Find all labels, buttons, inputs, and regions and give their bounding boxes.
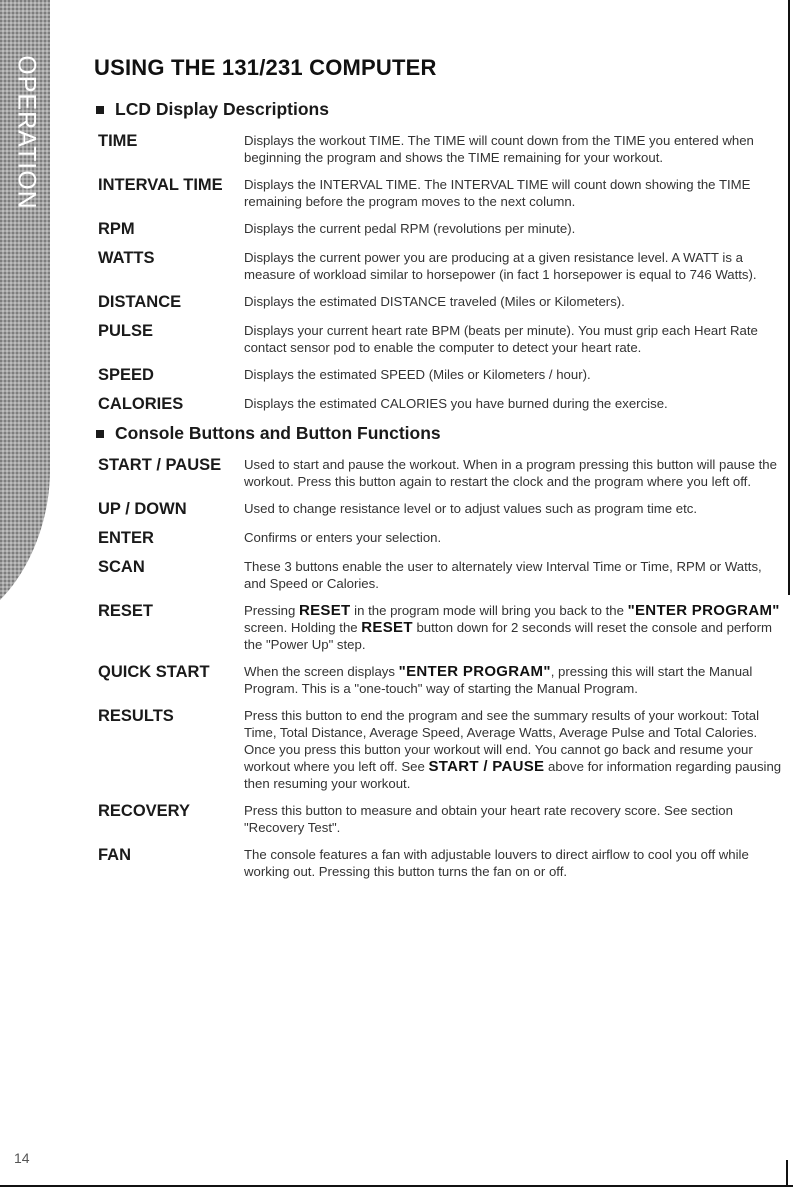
desc-text: button down for 2 seconds will reset the console and perform the "Power Up" step. <box>244 620 773 652</box>
term-description <box>244 706 783 792</box>
button-item-fan <box>78 845 783 880</box>
desc-text: Press this button to end the program and see the summary results of your workout: Total Time, Total Distance, Average Speed, Average Watts, Average Pulse and Total Calories. Once you press this button your workout will end. You cannot go back and resume your workout where you left off. See <box>244 708 760 774</box>
term-label: UP / DOWN <box>98 500 187 518</box>
term-label: SPEED <box>98 366 154 384</box>
keyword-enter-program: "ENTER PROGRAM" <box>627 602 780 619</box>
keyword-start-pause: START / PAUSE <box>428 758 545 775</box>
term-description: Displays the estimated DISTANCE traveled (Miles or Kilometers). <box>244 294 625 309</box>
desc-text: above for information regarding pausing then resuming your workout. <box>244 759 782 791</box>
term-description <box>244 662 783 697</box>
keyword-enter-program: "ENTER PROGRAM" <box>398 663 551 680</box>
term-description: These 3 buttons enable the user to alternately view Interval Time or Time, RPM or Watts, and Speed or Calories. <box>244 559 762 591</box>
term-label: RESULTS <box>98 707 174 725</box>
lcd-section-heading <box>96 99 783 120</box>
side-tab-label: OPERATION <box>12 54 41 210</box>
operation-side-tab <box>0 0 64 600</box>
term-label: PULSE <box>98 322 154 340</box>
term-description: The console features a fan with adjustable louvers to direct airflow to cool you off while working out. Pressing this button turns the fan on or off. <box>244 847 749 879</box>
term-label: SCAN <box>98 558 145 576</box>
keyword-reset: RESET <box>361 619 413 636</box>
button-item-up-down <box>78 499 783 519</box>
page-content <box>78 55 783 889</box>
bottom-corner-tick <box>786 1160 788 1186</box>
square-bullet-icon <box>96 430 104 438</box>
term-label: WATTS <box>98 249 155 267</box>
desc-text: in the program mode will bring you back to the <box>350 603 628 618</box>
desc-text: screen. Holding the <box>244 620 362 635</box>
button-item-start-pause <box>78 455 783 490</box>
bottom-edge-rule <box>0 1185 793 1187</box>
side-tab-label-box <box>6 52 46 212</box>
term-description: Displays the estimated SPEED (Miles or Kilometers / hour). <box>244 367 591 382</box>
square-bullet-icon <box>96 106 104 114</box>
term-description: Displays the current power you are producing at a given resistance level. A WATT is a measure of workload similar to horsepower (in fact 1 horsepower is equal to 746 Watts). <box>244 250 757 282</box>
lcd-section-heading-text: LCD Display Descriptions <box>115 99 329 119</box>
button-item-quick-start <box>78 662 783 697</box>
term-label: DISTANCE <box>98 293 182 311</box>
button-item-reset <box>78 601 783 653</box>
lcd-item-pulse <box>78 321 783 356</box>
term-label: START / PAUSE <box>98 456 222 474</box>
term-description: Used to change resistance level or to adjust values such as program time etc. <box>244 501 697 516</box>
lcd-item-time <box>78 131 783 166</box>
button-item-scan <box>78 557 783 592</box>
term-description: Displays your current heart rate BPM (beats per minute). You must grip each Heart Rate contact sensor pod to enable the computer to detect your heart rate. <box>244 323 758 355</box>
term-label: FAN <box>98 846 131 864</box>
term-label: RPM <box>98 220 135 238</box>
term-label: RECOVERY <box>98 802 190 820</box>
button-item-results <box>78 706 783 792</box>
lcd-item-speed <box>78 365 783 385</box>
right-edge-rule <box>788 0 790 595</box>
keyword-reset: RESET <box>298 602 351 619</box>
button-item-recovery <box>78 801 783 836</box>
desc-text: Pressing <box>244 603 299 618</box>
term-description: Displays the current pedal RPM (revolutions per minute). <box>244 221 576 236</box>
desc-text: , pressing this will start the Manual Program. This is a "one-touch" way of starting the Manual Program. <box>244 664 753 696</box>
term-label: ENTER <box>98 529 154 547</box>
term-description: Displays the estimated CALORIES you have burned during the exercise. <box>244 396 668 411</box>
lcd-item-distance <box>78 292 783 312</box>
desc-text: When the screen displays <box>244 664 399 679</box>
term-label: TIME <box>98 132 138 150</box>
button-item-enter <box>78 528 783 548</box>
term-description: Used to start and pause the workout. When in a program pressing this button will pause the workout. Press this button again to restart the clock and the program where you left off. <box>244 457 777 489</box>
term-description: Confirms or enters your selection. <box>244 530 442 545</box>
console-section-heading <box>96 423 783 444</box>
lcd-item-interval-time <box>78 175 783 210</box>
term-label: INTERVAL TIME <box>98 176 223 194</box>
term-label: RESET <box>98 602 154 620</box>
term-description: Displays the workout TIME. The TIME will count down from the TIME you entered when beginning the program and shows the TIME remaining for your workout. <box>244 133 754 165</box>
page-title: USING THE 131/231 COMPUTER <box>94 55 437 80</box>
console-section-heading-text: Console Buttons and Button Functions <box>115 423 441 443</box>
lcd-item-watts <box>78 248 783 283</box>
lcd-item-calories <box>78 394 783 414</box>
term-description: Press this button to measure and obtain your heart rate recovery score. See section "Recovery Test". <box>244 803 733 835</box>
lcd-item-rpm <box>78 219 783 239</box>
term-description: Displays the INTERVAL TIME. The INTERVAL TIME will count down showing the TIME remaining before the program moves to the next column. <box>244 177 751 209</box>
term-description <box>244 601 783 653</box>
page-number: 14 <box>14 1150 30 1166</box>
term-label: CALORIES <box>98 395 184 413</box>
term-label: QUICK START <box>98 663 210 681</box>
